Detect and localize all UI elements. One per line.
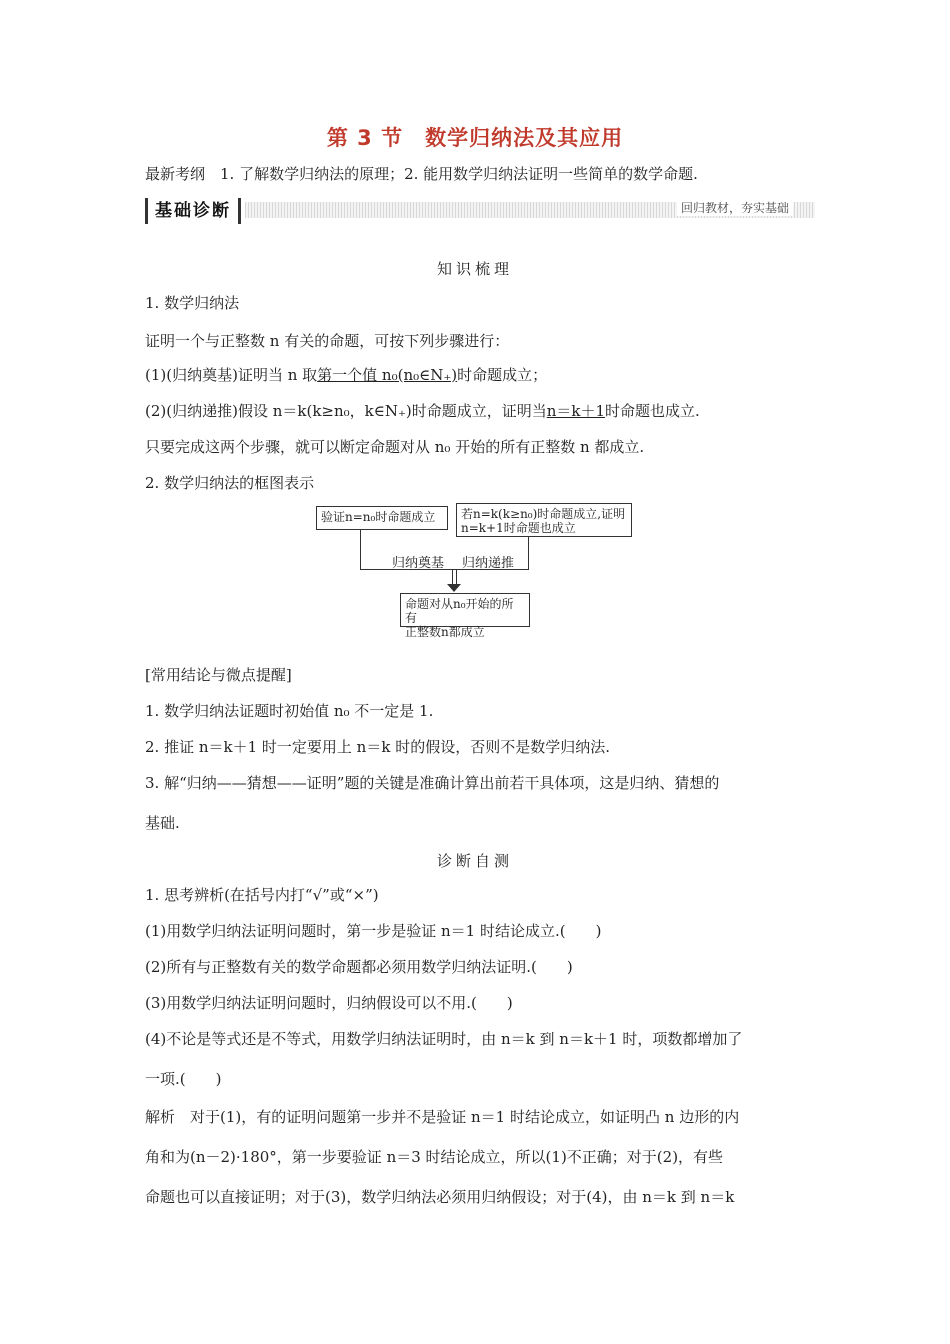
blank-answer: 第一个值 n₀(n₀∈N₊)	[317, 366, 458, 384]
text: n=k+1时命题也成立	[461, 521, 576, 535]
label-step: 归纳递推	[462, 556, 515, 571]
syllabus: 最新考纲 1. 了解数学归纳法的原理；2. 能用数学归纳法证明一些简单的数学命题.	[145, 165, 698, 183]
text: (2)(归纳递推)假设 n＝k(k≥n₀，k∈N₊)时命题成立，证明当	[145, 402, 547, 420]
flowchart	[0, 0, 950, 640]
heading-induction: 1. 数学归纳法	[145, 294, 240, 312]
paragraph: 只要完成这两个步骤，就可以断定命题对从 n₀ 开始的所有正整数 n 都成立.	[145, 438, 645, 456]
flow-box-conclusion	[400, 593, 530, 639]
paragraph: 证明一个与正整数 n 有关的命题，可按下列步骤进行：	[145, 332, 510, 350]
question-item-continued: 一项.( )	[145, 1070, 222, 1088]
text: 时命题也成立.	[605, 402, 700, 420]
heading-flowchart: 2. 数学归纳法的框图表示	[145, 474, 315, 492]
tip: 2. 推证 n＝k＋1 时一定要用上 n＝k 时的假设，否则不是数学归纳法.	[145, 738, 610, 756]
page-title: 第 3 节 数学归纳法及其应用	[326, 126, 624, 150]
flow-box-base: 验证n=n₀时命题成立	[316, 506, 448, 530]
question-item: (3)用数学归纳法证明问题时，归纳假设可以不用.( )	[145, 994, 513, 1012]
analysis-line: 角和为(n－2)·180°，第一步要验证 n＝3 时结论成立，所以(1)不正确；对于(2)，有些	[145, 1148, 724, 1166]
section-heading-selftest: 诊断自测	[436, 852, 513, 870]
text: 若n=k(k≥n₀)时命题成立,证明	[461, 507, 626, 521]
blank-answer: n＝k＋1	[546, 402, 606, 420]
text: 时命题成立；	[457, 366, 548, 384]
text: 命题对从n₀开始的所有	[405, 597, 514, 625]
down-arrow-icon	[447, 584, 461, 592]
question-item: (2)所有与正整数有关的数学命题都必须用数学归纳法证明.( )	[145, 958, 573, 976]
tip-continued: 基础.	[145, 814, 180, 832]
banner-subtitle: 回归教材，夯实基础	[677, 200, 793, 216]
text: 正整数n都成立	[405, 625, 485, 639]
question-item: (1)用数学归纳法证明问题时，第一步是验证 n＝1 时结论成立.( )	[145, 922, 602, 940]
flow-box-step	[456, 503, 632, 537]
tips-heading: [常用结论与微点提醒]	[145, 666, 292, 684]
label-base: 归纳奠基	[392, 556, 445, 571]
connector	[360, 530, 361, 570]
question-heading: 1. 思考辨析(在括号内打“√”或“×”)	[145, 886, 379, 904]
connector	[528, 537, 529, 570]
banner-label: 基础诊断	[145, 198, 241, 224]
analysis-line: 解析 对于(1)，有的证明问题第一步并不是验证 n＝1 时结论成立，如证明凸 n 边形的内	[145, 1108, 740, 1126]
tip: 1. 数学归纳法证题时初始值 n₀ 不一定是 1.	[145, 702, 434, 720]
section-heading-knowledge: 知识梳理	[436, 260, 513, 278]
tip: 3. 解“归纳——猜想——证明”题的关键是准确计算出前若干具体项，这是归纳、猜想的	[145, 774, 720, 792]
text: (1)(归纳奠基)证明当 n 取	[145, 366, 318, 384]
analysis-line: 命题也可以直接证明；对于(3)，数学归纳法必须用归纳假设；对于(4)，由 n＝k 到 n＝k	[145, 1188, 735, 1206]
question-item: (4)不论是等式还是不等式，用数学归纳法证明时，由 n＝k 到 n＝k＋1 时，项数都增加了	[145, 1030, 743, 1048]
